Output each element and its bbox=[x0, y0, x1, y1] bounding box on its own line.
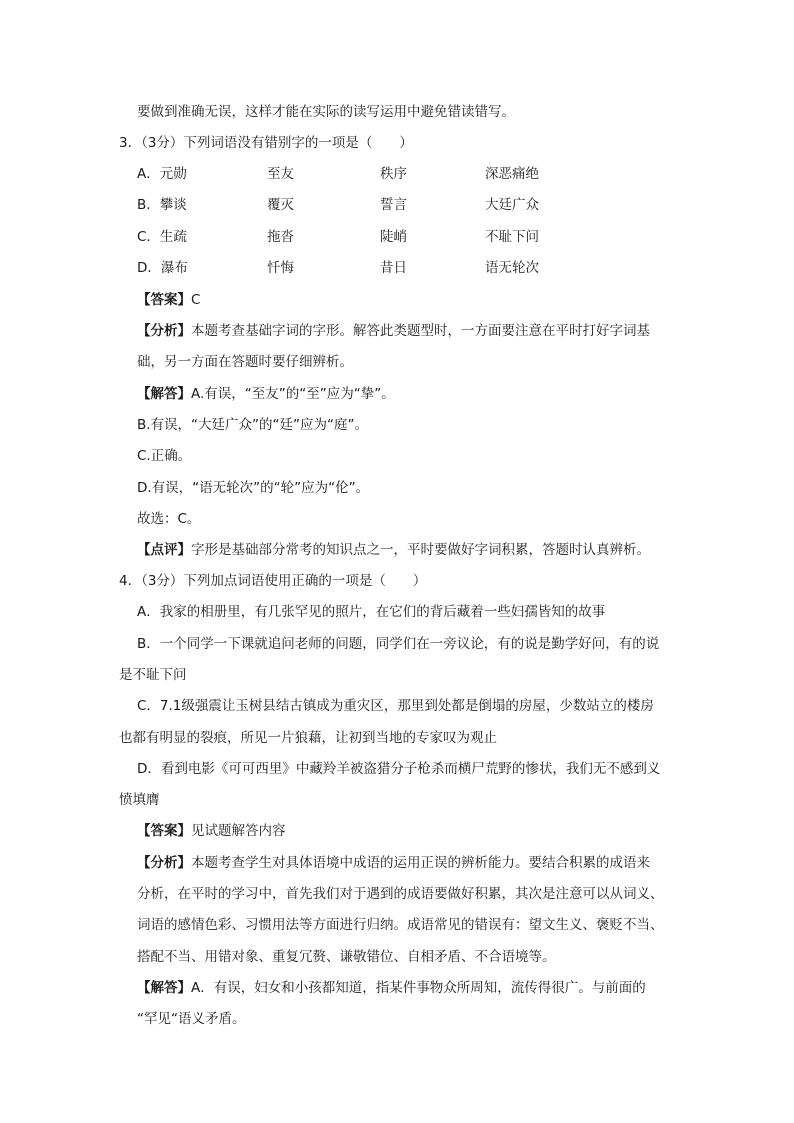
q3-option-b-word4: 大廷广众 bbox=[485, 197, 539, 213]
q4-stem: 4．（3分）下列加点词语使用正确的一项是（ ） bbox=[119, 573, 427, 589]
q4-analysis-line-4: 搭配不当、用错对象、重复冗赘、谦敬错位、自相矛盾、不合语境等。 bbox=[137, 949, 556, 965]
q4-analysis-text-1: 本题考查学生对具体语境中成语的运用正误的辨析能力。要结合积累的成语来 bbox=[191, 855, 650, 871]
q3-option-b bbox=[137, 195, 697, 215]
q4-solution-text-1: A．有误，妇女和小孩都知道，指某件事物众所周知，流传得很广。与前面的 bbox=[191, 980, 646, 996]
q3-option-d-word3: 昔日 bbox=[380, 260, 407, 276]
q3-solution-b: B.有误，“大廷广众”的“廷”应为“庭”。 bbox=[137, 417, 369, 433]
q3-answer-text: C bbox=[191, 292, 201, 308]
q3-analysis-text-1: 本题考查基础字词的字形。解答此类题型时，一方面要注意在平时打好字词基 bbox=[191, 323, 650, 339]
q4-analysis bbox=[137, 853, 650, 873]
q3-comment-text: 字形是基础部分常考的知识点之一，平时要做好字词积累，答题时认真辨析。 bbox=[191, 542, 650, 558]
q4-option-b-line-1: B．一个同学一下课就追问老师的问题，同学们在一旁议论，有的说是勤学好问，有的说 bbox=[137, 636, 660, 652]
q3-option-a-word4: 深恶痛绝 bbox=[485, 166, 539, 182]
q3-option-a-word2: 至友 bbox=[267, 166, 294, 182]
q3-solution-a: A.有误，“至友”的“至”应为“挚”。 bbox=[191, 386, 395, 402]
q3-option-c-word4: 不耻下问 bbox=[485, 229, 539, 245]
q3-option-d-word2: 忏悔 bbox=[267, 260, 294, 276]
q3-comment bbox=[137, 540, 650, 560]
q3-option-c-word1: C．生疏 bbox=[137, 229, 187, 245]
q3-option-d bbox=[137, 258, 697, 278]
q4-analysis-tag: 【分析】 bbox=[137, 855, 191, 871]
q3-choose: 故选：C。 bbox=[137, 511, 201, 527]
q3-option-a bbox=[137, 164, 697, 184]
q3-option-a-word3: 秩序 bbox=[380, 166, 407, 182]
q3-solution-d: D.有误，“语无轮次”的“轮”应为“伦”。 bbox=[137, 480, 370, 496]
q3-solution-c: C.正确。 bbox=[137, 448, 192, 464]
q3-option-d-word4: 语无轮次 bbox=[485, 260, 539, 276]
q3-stem: 3．（3分）下列词语没有错别字的一项是（ ） bbox=[119, 135, 413, 151]
q4-analysis-line-3: 词语的感情色彩、习惯用法等方面进行归纳。成语常见的错误有：望文生义、褒贬不当、 bbox=[137, 917, 664, 933]
q3-option-b-word1: B．攀谈 bbox=[137, 197, 187, 213]
q3-analysis-tag: 【分析】 bbox=[137, 323, 191, 339]
q3-analysis-line-2: 础，另一方面在答题时要仔细辨析。 bbox=[137, 354, 353, 370]
q4-answer bbox=[137, 821, 286, 841]
q3-analysis bbox=[137, 321, 650, 341]
q3-option-c bbox=[137, 227, 697, 247]
q4-answer-tag: 【答案】 bbox=[137, 823, 191, 839]
q4-solution-line-2: “罕见“语义矛盾。 bbox=[137, 1011, 246, 1027]
q3-option-c-word2: 拖沓 bbox=[267, 229, 294, 245]
q4-option-d-line-2: 愤填膺 bbox=[119, 792, 160, 808]
q4-solution bbox=[137, 978, 646, 998]
q4-option-b-line-2: 是不耻下问 bbox=[119, 667, 187, 683]
q4-option-d-line-1: D．看到电影《可可西里》中藏羚羊被盗猎分子枪杀而横尸荒野的惨状，我们无不感到义 bbox=[137, 761, 661, 777]
q3-solution bbox=[137, 384, 395, 404]
q4-solution-tag: 【解答】 bbox=[137, 980, 191, 996]
q3-option-b-word2: 覆灭 bbox=[267, 197, 294, 213]
q4-option-a: A．我家的相册里，有几张罕见的照片，在它们的背后藏着一些妇孺皆知的故事 bbox=[137, 604, 606, 620]
q3-option-a-word1: A．元勋 bbox=[137, 166, 187, 182]
q3-solution-tag: 【解答】 bbox=[137, 386, 191, 402]
intro-line: 要做到准确无误，这样才能在实际的读写运用中避免错读错写。 bbox=[137, 104, 515, 120]
q4-answer-text: 见试题解答内容 bbox=[191, 823, 286, 839]
q3-comment-tag: 【点评】 bbox=[137, 542, 191, 558]
q3-option-b-word3: 誓言 bbox=[380, 197, 407, 213]
q4-analysis-line-2: 分析，在平时的学习中，首先我们对于遇到的成语要做好积累，其次是注意可以从词义、 bbox=[137, 886, 664, 902]
q4-option-c-line-2: 也都有明显的裂痕，所见一片狼藉，让初到当地的专家叹为观止 bbox=[119, 730, 497, 746]
q3-option-c-word3: 陡峭 bbox=[380, 229, 407, 245]
q3-answer-tag: 【答案】 bbox=[137, 292, 191, 308]
q4-option-c-line-1: C．7.1级强震让玉树县结古镇成为重灾区，那里到处都是倒塌的房屋，少数站立的楼房 bbox=[137, 698, 654, 714]
q3-answer bbox=[137, 290, 200, 310]
q3-option-d-word1: D．瀑布 bbox=[137, 260, 188, 276]
